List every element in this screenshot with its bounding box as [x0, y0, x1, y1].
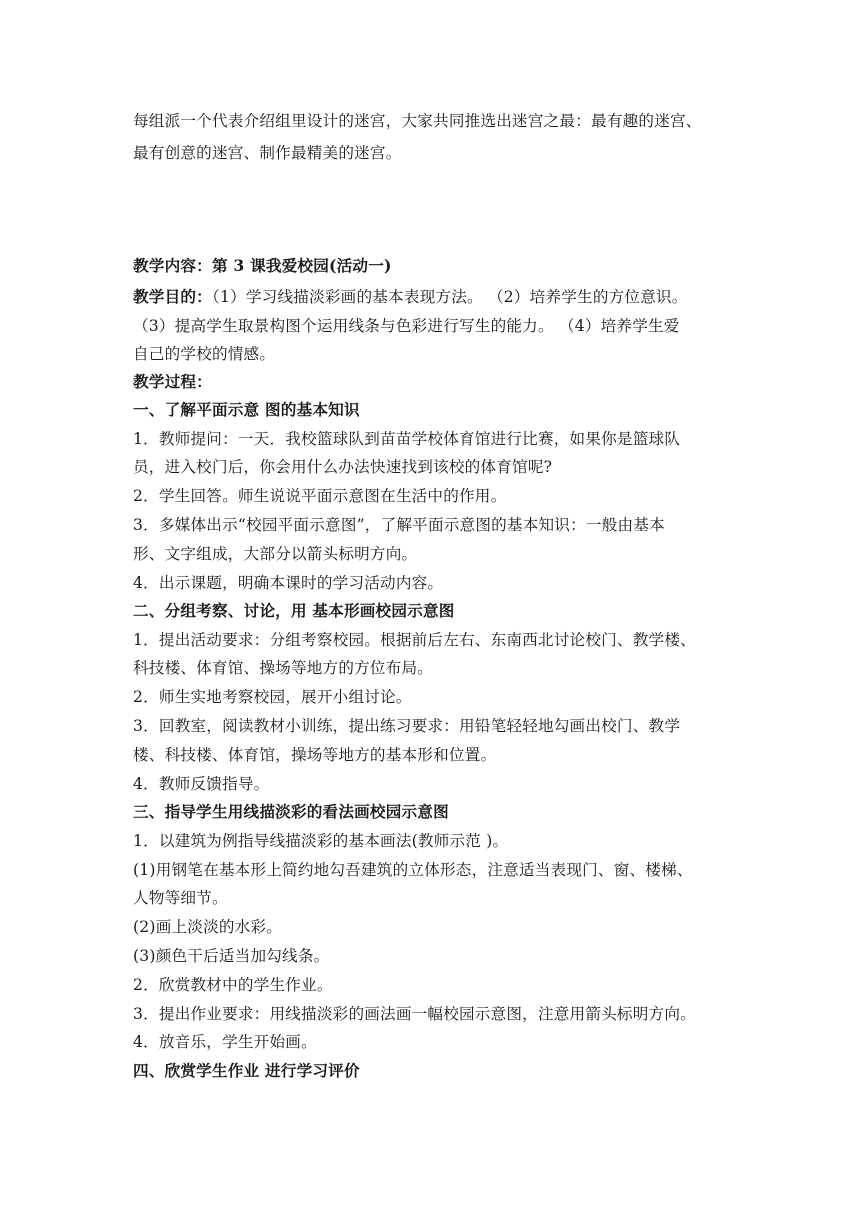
paragraph-line: 楼、科技楼、体育馆，操场等地方的基本形和位置。 — [133, 746, 497, 764]
section-heading: 四、欣赏学生作业 进行学习评价 — [133, 1061, 360, 1080]
paragraph-line: 2．师生实地考察校园，展开小组讨论。 — [133, 688, 412, 706]
paragraph-line: 科技楼、体育馆、操场等地方的方位布局。 — [133, 659, 434, 677]
paragraph-line: 人物等细节。 — [133, 889, 228, 907]
lesson-objective-line — [133, 284, 733, 310]
paragraph-line: (2)画上淡淡的水彩。 — [133, 918, 283, 936]
paragraph-line: 4．放音乐，学生开始画。 — [133, 1033, 317, 1051]
paragraph-line: 4．教师反馈指导。 — [133, 775, 270, 793]
paragraph-line: 形、文字组成，大部分以箭头标明方向。 — [133, 545, 418, 563]
paragraph-line: 3．多媒体出示“校园平面示意图”，了解平面示意图的基本知识：一般由基本 — [133, 516, 665, 534]
paragraph-line: 1．以建筑为例指导线描淡彩的基本画法(教师示范 )。 — [133, 832, 509, 850]
section-heading: 二、分组考察、讨论，用 基本形画校园示意图 — [133, 601, 455, 620]
process-heading: 教学过程： — [133, 372, 212, 391]
lesson-content-heading: 教学内容：第 3 课我爱校园(活动一) — [133, 256, 392, 275]
section-heading: 三、指导学生用线描淡彩的看法画校园示意图 — [133, 802, 449, 821]
paragraph-line: 每组派一个代表介绍组里设计的迷宫，大家共同推选出迷宫之最：最有趣的迷宫、 — [133, 112, 702, 130]
paragraph-line: (3)颜色干后适当加勾线条。 — [133, 947, 330, 965]
paragraph-line: 1．教师提问：一天．我校篮球队到苗苗学校体育馆进行比赛，如果你是篮球队 — [133, 430, 681, 448]
lesson-objective-label: 教学目的： — [133, 287, 212, 306]
paragraph-line: 4．出示课题，明确本课时的学习活动内容。 — [133, 574, 444, 592]
paragraph-line: 最有创意的迷宫、制作最精美的迷宫。 — [133, 144, 402, 162]
paragraph-line: 3．提出作业要求：用线描淡彩的画法画一幅校园示意图，注意用箭头标明方向。 — [133, 1005, 696, 1023]
paragraph-line: 2．学生回答。师生说说平面示意图在生活中的作用。 — [133, 487, 507, 505]
paragraph-line: （3）提高学生取景构图个运用线条与色彩进行写生的能力。 （4）培养学生爱 — [133, 317, 680, 335]
lesson-objective-text: （1）学习线描淡彩画的基本表现方法。 （2）培养学生的方位意识。 — [211, 288, 688, 306]
section-heading: 一、了解平面示意 图的基本知识 — [133, 400, 360, 419]
paragraph-line: 员，进入校门后，你会用什么办法快速找到该校的体育馆呢? — [133, 458, 553, 476]
paragraph-line: 1．提出活动要求：分组考察校园。根据前后左右、东南西北讨论校门、教学楼、 — [133, 631, 696, 649]
paragraph-line: 3．回教室，阅读教材小训练，提出练习要求：用铅笔轻轻地勾画出校门、教学 — [133, 717, 681, 735]
paragraph-line: 自己的学校的情感。 — [133, 345, 276, 363]
paragraph-line: (1)用钢笔在基本形上简约地勾吾建筑的立体形态，注意适当表现门、窗、楼梯、 — [133, 861, 693, 879]
paragraph-line: 2．欣赏教材中的学生作业。 — [133, 976, 333, 994]
